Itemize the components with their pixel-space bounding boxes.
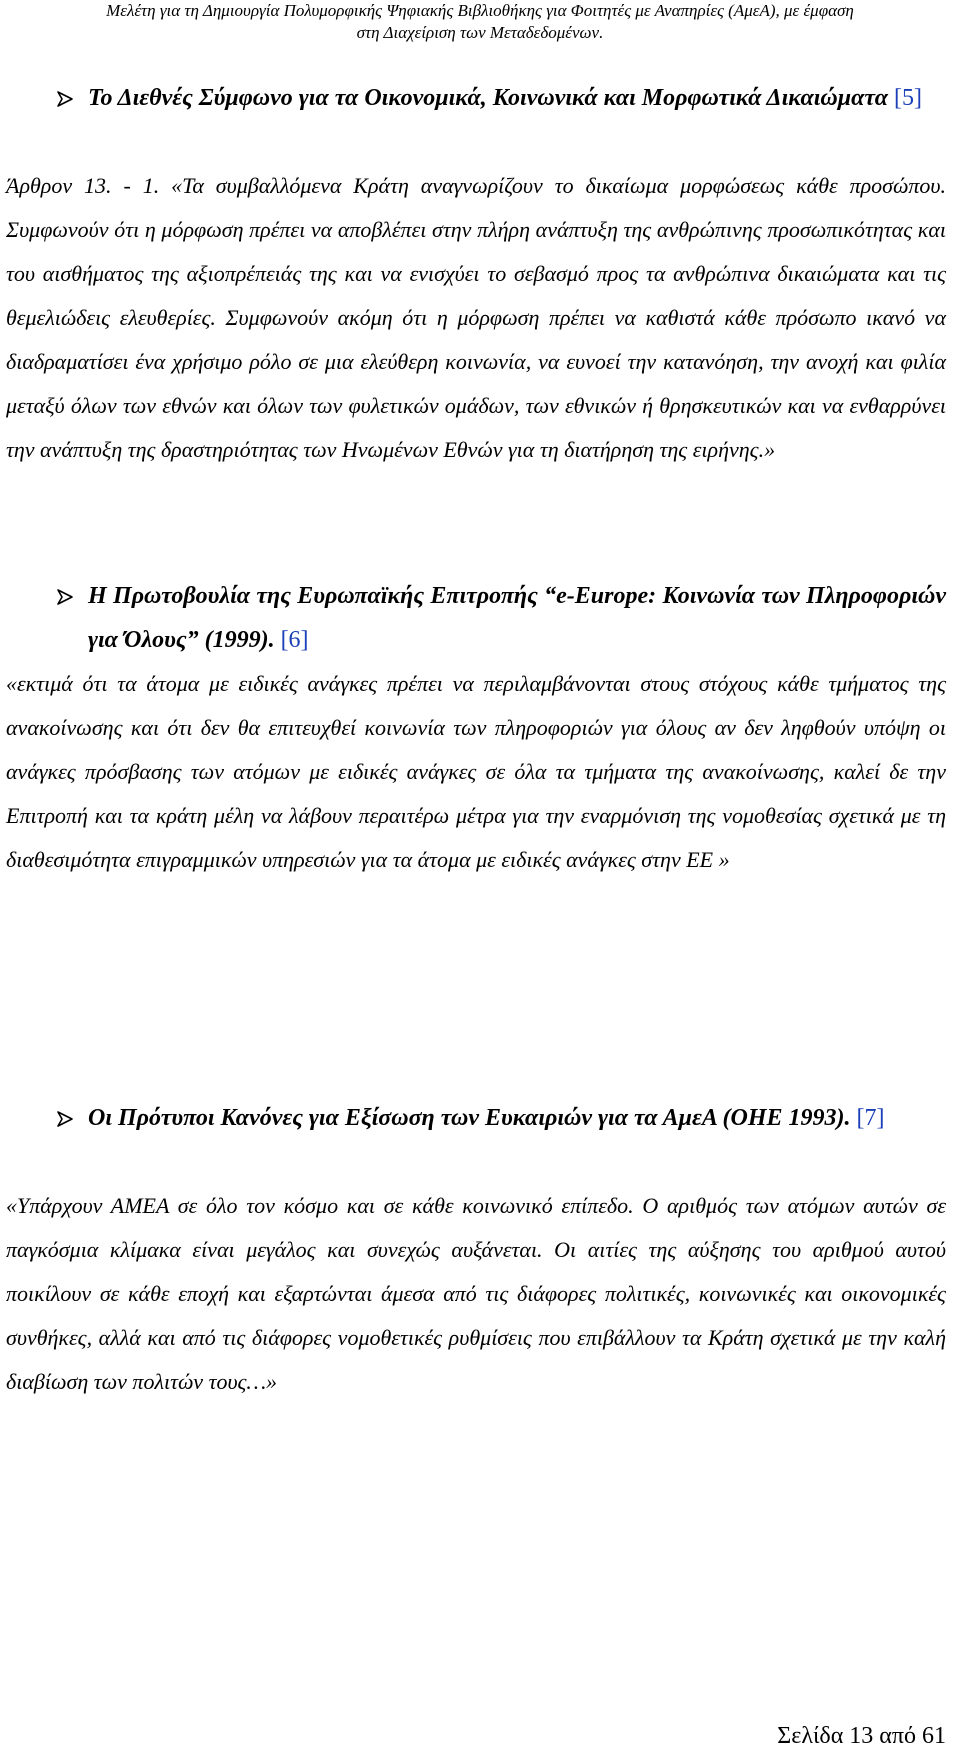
- section-title: Η Πρωτοβουλία της Ευρωπαϊκής Επιτροπής “e-Europe: Κοινωνία των Πληροφοριών για Όλους” (1999). [6]: [88, 583, 946, 653]
- citation-link[interactable]: [6]: [280, 627, 309, 653]
- section-body: Άρθρον 13. - 1. «Τα συμβαλλόμενα Κράτη αναγνωρίζουν το δικαίωμα μορφώσεως κάθε προσώπου. Συμφωνούν ότι η μόρφωση πρέπει να αποβλέπει στην πλήρη ανάπτυξη της ανθρώπινης προσωπικότητας και του αισθήματος της αξιοπρέπειάς της και να ενισχύει το σεβασμό προς τα ανθρώπινα δικαιώματα και τις θεμελιώδεις ελευθερίες. Συμφωνούν ακόμη ότι η μόρφωση πρέπει να καθιστά κάθε πρόσωπο ικανό να διαδραματίσει ένα χρήσιμο ρόλο σε μια ελεύθερη κοινωνία, να ευνοεί την κατανόηση, την ανοχή και φιλία μεταξύ όλων των εθνών και όλων των φυλετικών ομάδων, των εθνικών ή θρησκευτικών και να ενθαρρύνει την ανάπτυξη της δραστηριότητας των Ηνωμένων Εθνών για τη διατήρηση της ειρήνης.»: [6, 173, 946, 462]
- page-header: [0, 0, 960, 44]
- citation-link[interactable]: [5]: [894, 85, 922, 111]
- section-title: Το Διεθνές Σύμφωνο για τα Οικονομικά, Κοινωνικά και Μορφωτικά Δικαιώματα [5]: [88, 85, 922, 111]
- arrow-bullet-icon: [56, 90, 74, 108]
- section-body: «εκτιμά ότι τα άτομα με ειδικές ανάγκες πρέπει να περιλαμβάνονται στους στόχους κάθε τμήματος της ανακοίνωσης και ότι δεν θα επιτευχθεί κοινωνία των πληροφοριών για όλους αν δεν ληφθούν υπόψη οι ανάγκες πρόσβασης των ατόμων με ειδικές ανάγκες σε όλα τα τμήματα της ανακοίνωσης, καλεί δε την Επιτροπή και τα κράτη μέλη να λάβουν περαιτέρω μέτρα για την εναρμόνιση της νομοθεσίας σχετικά με τη διαθεσιμότητα επιγραμμικών υπηρεσιών για τα άτομα με ειδικές ανάγκες στην ΕΕ »: [6, 671, 946, 872]
- page-number: Σελίδα 13 από 61: [777, 1723, 946, 1749]
- arrow-bullet-icon: [56, 1110, 74, 1128]
- section-body: «Υπάρχουν ΑΜΕΑ σε όλο τον κόσμο και σε κάθε κοινωνικό επίπεδο. Ο αριθμός των ατόμων αυτών σε παγκόσμια κλίμακα είναι μεγάλος και συνεχώς αυξάνεται. Οι αιτίες της αύξησης του αριθμού αυτού ποικίλουν σε κάθε εποχή και εξαρτώνται άμεσα από τις διάφορες πολιτικές, κοινωνικές και οικονομικές συνθήκες, αλλά και από τις διάφορες νομοθετικές ρυθμίσεις που επιβάλλουν τα Κράτη σχετικά με την καλή διαβίωση των πολιτών τους…»: [6, 1193, 946, 1394]
- section-title: Οι Πρότυποι Κανόνες για Εξίσωση των Ευκαιριών για τα ΑμεΑ (ΟΗΕ 1993). [7]: [88, 1105, 885, 1131]
- citation-link[interactable]: [7]: [856, 1105, 885, 1131]
- arrow-bullet-icon: [56, 588, 74, 606]
- header-line-2: στη Διαχείριση των Μεταδεδομένων.: [356, 23, 604, 42]
- header-line-1: Μελέτη για τη Δημιουργία Πολυμορφικής Ψηφιακής Βιβλιοθήκης για Φοιτητές με Αναπηρίες (ΑμεΑ), με έμφαση: [106, 1, 854, 20]
